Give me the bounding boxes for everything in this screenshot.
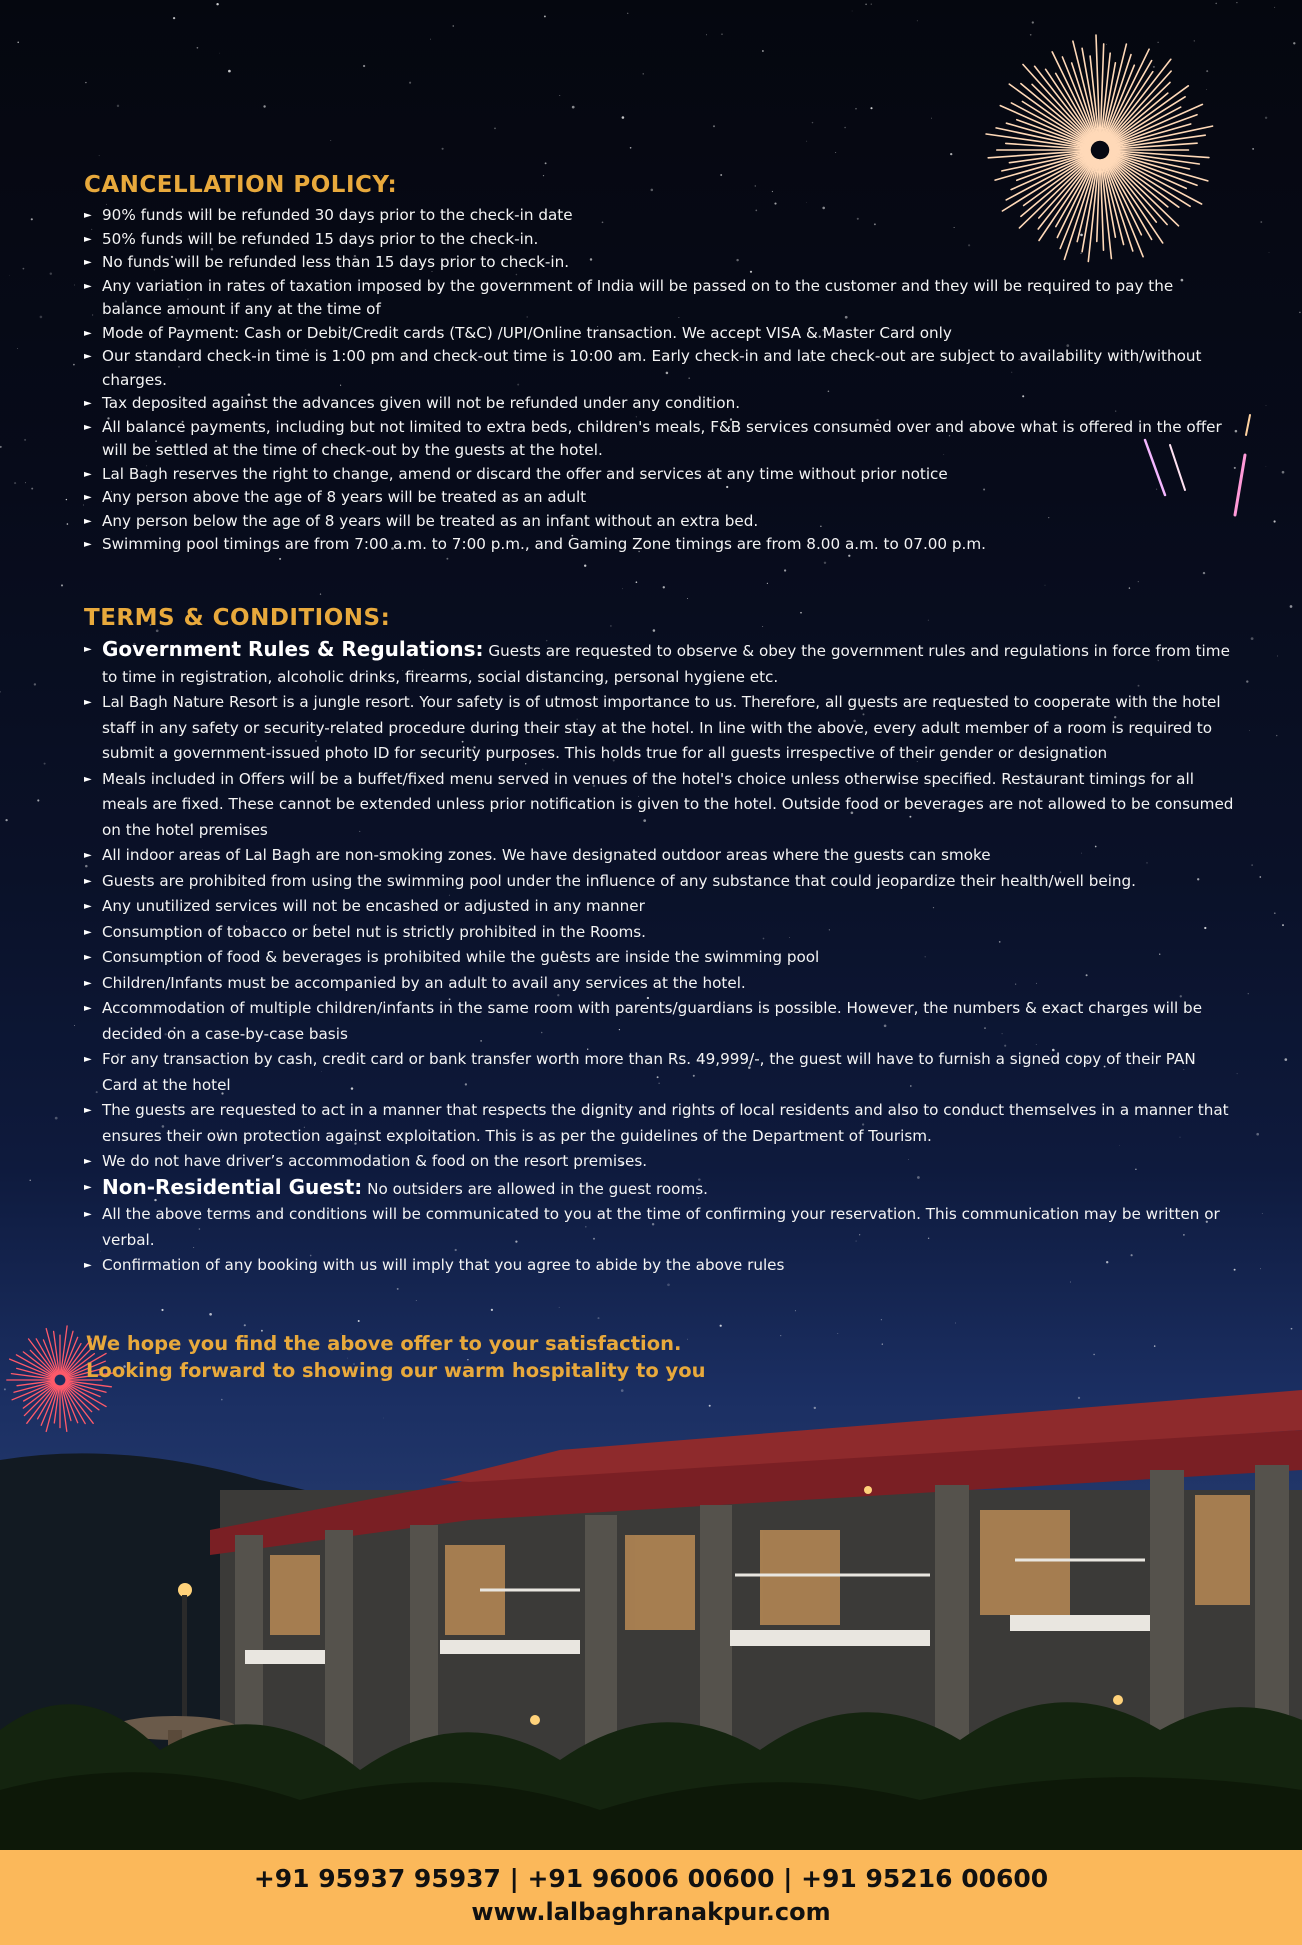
terms-conditions-heading: TERMS & CONDITIONS: bbox=[84, 605, 391, 631]
star bbox=[1266, 405, 1267, 406]
list-item: ► Meals included in Offers will be a buffet/fixed menu served in venues of the hotel's choice unless otherwise specified. Restaurant timings for all meals are fixed. These cannot be extended unless prior notification is given to the hotel. Outside food or beverages are not allowed to be consumed on the hotel premises bbox=[84, 767, 1234, 844]
star bbox=[687, 598, 688, 599]
star bbox=[40, 316, 43, 319]
star bbox=[17, 348, 18, 349]
star bbox=[330, 140, 331, 141]
bullet-icon: ► bbox=[84, 233, 92, 245]
star bbox=[17, 42, 19, 44]
star bbox=[34, 683, 36, 685]
star bbox=[1093, 1354, 1094, 1355]
bullet-icon: ► bbox=[84, 257, 92, 268]
list-item: ► Lal Bagh Nature Resort is a jungle resort. Your safety is of utmost importance to us. Therefore, all guests are requested to cooperate with the hotel staff in any safety or security-related procedure during their stay at the hotel. In line with the above, every adult member of a room is required to submit a government-issued photo ID for security purposes. This holds true for all guests irrespective of their gender or designation bbox=[84, 690, 1234, 767]
star bbox=[1251, 864, 1252, 865]
star bbox=[767, 583, 768, 584]
star bbox=[1045, 585, 1046, 586]
bullet-icon: ► bbox=[84, 952, 92, 963]
star bbox=[23, 268, 25, 270]
star bbox=[491, 1309, 493, 1311]
bullet-icon: ► bbox=[84, 644, 92, 655]
star bbox=[1251, 637, 1254, 640]
contact-footer bbox=[0, 1850, 1302, 1945]
star bbox=[397, 1288, 399, 1290]
star bbox=[409, 82, 411, 84]
star bbox=[1138, 581, 1139, 582]
lit-window bbox=[760, 1530, 840, 1625]
star bbox=[1249, 730, 1250, 731]
list-item: ► We do not have driver’s accommodation & food on the resort premises. bbox=[84, 1149, 1234, 1175]
star bbox=[99, 155, 100, 156]
list-item: ► Accommodation of multiple children/infants in the same room with parents/guardians is possible. However, the numbers & exact charges will be decided on a case-by-case basis bbox=[84, 996, 1234, 1047]
star bbox=[1236, 2, 1237, 3]
bullet-icon: ► bbox=[84, 875, 92, 887]
closing-line-1: We hope you find the above offer to your satisfaction. bbox=[86, 1332, 682, 1355]
star bbox=[720, 1325, 722, 1327]
star bbox=[1290, 605, 1293, 608]
star bbox=[9, 275, 10, 276]
balcony bbox=[730, 1630, 930, 1646]
star bbox=[950, 153, 952, 155]
star bbox=[1248, 993, 1249, 994]
bullet-icon: ► bbox=[84, 492, 92, 503]
list-item: ► Non-Residential Guest: No outsiders are allowed in the guest rooms. bbox=[84, 1174, 708, 1199]
star bbox=[5, 819, 7, 821]
lamp-light bbox=[530, 1715, 540, 1725]
government-rules-lead: Government Rules & Regulations: bbox=[102, 637, 484, 661]
list-item: ► Swimming pool timings are from 7:00 a.m. to 7:00 p.m., and Gaming Zone timings are from 8.00 a.m. to 07.00 p.m. bbox=[84, 533, 1234, 557]
star bbox=[31, 218, 33, 220]
star bbox=[1266, 466, 1267, 467]
list-item: ► Guests are prohibited from using the swimming pool under the influence of any substance that could jeopardize their health/well being. bbox=[84, 869, 1234, 895]
bullet-icon: ► bbox=[84, 1156, 92, 1167]
terms-conditions-section bbox=[84, 605, 1234, 1279]
list-item: ► Confirmation of any booking with us will imply that you agree to abide by the above rules bbox=[84, 1253, 1234, 1279]
list-item: ► Consumption of food & beverages is prohibited while the guests are inside the swimming pool bbox=[84, 945, 1234, 971]
star bbox=[1260, 221, 1262, 223]
star bbox=[559, 95, 560, 96]
star bbox=[844, 127, 846, 129]
star bbox=[572, 106, 575, 109]
star bbox=[161, 1309, 163, 1311]
list-item: ► Tax deposited against the advances given will not be refunded under any condition. bbox=[84, 392, 1234, 416]
star bbox=[852, 11, 853, 12]
list-item: ► No funds will be refunded less than 15 days prior to check-in. bbox=[84, 251, 1234, 275]
star bbox=[74, 285, 75, 286]
bullet-icon: ► bbox=[84, 977, 92, 989]
star bbox=[643, 73, 644, 74]
list-item: ► Lal Bagh reserves the right to change, amend or discard the offer and services at any time without prior notice bbox=[84, 463, 1234, 487]
star bbox=[1277, 656, 1278, 657]
star bbox=[806, 141, 807, 142]
star bbox=[1260, 1268, 1261, 1269]
star bbox=[1291, 1328, 1293, 1330]
bullet-icon: ► bbox=[84, 468, 92, 480]
star bbox=[713, 125, 715, 127]
list-item: ► Any person below the age of 8 years will be treated as an infant without an extra bed. bbox=[84, 510, 1234, 534]
lamp-light bbox=[178, 1583, 192, 1597]
lit-window bbox=[625, 1535, 695, 1630]
list-item: ► Any person above the age of 8 years will be treated as an adult bbox=[84, 486, 1234, 510]
star bbox=[762, 50, 764, 52]
star bbox=[1129, 587, 1130, 588]
star bbox=[882, 1343, 883, 1344]
star bbox=[627, 13, 628, 14]
bullet-icon: ► bbox=[84, 1181, 92, 1193]
star bbox=[663, 586, 665, 588]
star bbox=[66, 499, 67, 500]
star bbox=[358, 1320, 360, 1322]
star bbox=[1274, 520, 1276, 522]
bullet-icon: ► bbox=[84, 539, 92, 550]
list-item: ► 90% funds will be refunded 30 days prior to the check-in date bbox=[84, 204, 1234, 228]
star bbox=[1284, 1058, 1287, 1061]
list-item: ► The guests are requested to act in a manner that respects the dignity and rights of local residents and also to conduct themselves in a manner that ensures their own protection against exploitation. This is as per the guidelines of the Department of Tourism. bbox=[84, 1098, 1234, 1149]
list-item: ► All the above terms and conditions will be communicated to you at the time of confirming your reservation. This communication may be written or verbal. bbox=[84, 1202, 1234, 1253]
star bbox=[545, 162, 547, 164]
star bbox=[780, 1335, 781, 1336]
list-item: ► All indoor areas of Lal Bagh are non-smoking zones. We have designated outdoor areas where the guests can smoke bbox=[84, 843, 1234, 869]
star bbox=[446, 558, 448, 560]
star bbox=[597, 1317, 599, 1319]
star bbox=[1262, 1213, 1263, 1214]
star bbox=[855, 108, 857, 110]
list-item: ► For any transaction by cash, credit card or bank transfer worth more than Rs. 49,999/-, the guest will have to furnish a signed copy of their PAN Card at the hotel bbox=[84, 1047, 1234, 1098]
star bbox=[1274, 912, 1276, 914]
star bbox=[0, 691, 1, 693]
list-item: ► Children/Infants must be accompanied by an adult to avail any services at the hotel. bbox=[84, 971, 1234, 997]
star bbox=[1265, 117, 1267, 119]
star bbox=[1259, 876, 1261, 878]
star bbox=[1246, 680, 1248, 682]
star bbox=[1276, 735, 1277, 736]
star bbox=[416, 1300, 417, 1301]
list-item: ► All balance payments, including but not limited to extra beds, children's meals, F&B services consumed over and above what is offered in the offer will be settled at the time of check-out by the guests at the hotel. bbox=[84, 417, 1222, 459]
star bbox=[837, 1333, 838, 1334]
cancellation-policy-heading: CANCELLATION POLICY: bbox=[84, 172, 398, 198]
star bbox=[197, 47, 199, 49]
bullet-icon: ► bbox=[84, 850, 92, 861]
star bbox=[1274, 7, 1275, 8]
star bbox=[865, 3, 867, 5]
list-item: ► 50% funds will be refunded 15 days prior to the check-in. bbox=[84, 228, 1234, 252]
star bbox=[1299, 312, 1301, 314]
star bbox=[795, 1310, 796, 1311]
star bbox=[955, 1323, 956, 1324]
list-item: ► Mode of Payment: Cash or Debit/Credit cards (T&C) /UPI/Online transaction. We accept VISA & Master Card only bbox=[84, 322, 1234, 346]
star bbox=[219, 53, 220, 54]
star bbox=[559, 1307, 560, 1308]
star bbox=[584, 565, 586, 567]
list-item: ► Consumption of tobacco or betel nut is strictly prohibited in the Rooms. bbox=[84, 920, 1234, 946]
cancellation-policy-list bbox=[84, 204, 1234, 557]
star bbox=[1203, 572, 1205, 574]
bullet-icon: ► bbox=[84, 421, 92, 433]
website-link[interactable]: www.lalbaghranakpur.com bbox=[471, 1898, 831, 1926]
star bbox=[85, 82, 86, 83]
resort-night-illustration bbox=[0, 1370, 1302, 1850]
star bbox=[67, 523, 69, 525]
list-item: ► Our standard check-in time is 1:00 pm and check-out time is 10:00 am. Early check-in and late check-out are subject to availability with/without charges. bbox=[84, 347, 1202, 389]
list-item: ► Any unutilized services will not be encashed or adjusted in any manner bbox=[84, 894, 1234, 920]
star bbox=[73, 364, 75, 366]
star bbox=[55, 1117, 58, 1120]
bullet-icon: ► bbox=[84, 697, 92, 708]
closing-line-2: Looking forward to showing our warm hospitality to you bbox=[86, 1359, 706, 1382]
non-residential-guest-lead: Non-Residential Guest: bbox=[102, 1174, 363, 1199]
list-item: ► Any variation in rates of taxation imposed by the government of India will be passed on to the customer and they will be required to pay the balance amount if any at the time of bbox=[84, 276, 1174, 318]
star bbox=[1070, 1282, 1071, 1283]
bullet-icon: ► bbox=[84, 1003, 92, 1014]
star bbox=[667, 1283, 670, 1286]
lit-window bbox=[270, 1555, 320, 1635]
star bbox=[363, 65, 365, 67]
star bbox=[216, 3, 218, 5]
stone-column bbox=[325, 1530, 353, 1785]
star bbox=[430, 39, 431, 40]
balcony bbox=[245, 1650, 325, 1664]
star bbox=[1282, 924, 1284, 926]
bullet-icon: ► bbox=[84, 210, 92, 221]
star bbox=[784, 569, 786, 571]
lit-window bbox=[1195, 1495, 1250, 1605]
bullet-icon: ► bbox=[84, 398, 92, 409]
star bbox=[0, 446, 2, 448]
star bbox=[1237, 1073, 1238, 1074]
star bbox=[706, 34, 707, 35]
star bbox=[1032, 21, 1034, 23]
lamp-light bbox=[864, 1486, 872, 1494]
star bbox=[44, 763, 46, 765]
star bbox=[870, 107, 872, 109]
lit-window bbox=[980, 1510, 1070, 1615]
bullet-icon: ► bbox=[84, 327, 92, 339]
star bbox=[279, 558, 281, 560]
star bbox=[1252, 148, 1254, 150]
bullet-icon: ► bbox=[84, 1260, 92, 1271]
star bbox=[30, 1180, 31, 1181]
star bbox=[173, 17, 175, 19]
star bbox=[630, 147, 632, 149]
star bbox=[61, 584, 63, 586]
star bbox=[117, 105, 119, 107]
star bbox=[14, 482, 16, 484]
bullet-icon: ► bbox=[84, 1105, 92, 1116]
bullet-icon: ► bbox=[84, 1054, 92, 1065]
star bbox=[881, 1319, 882, 1320]
star bbox=[244, 1324, 246, 1326]
star bbox=[824, 562, 826, 564]
bullet-icon: ► bbox=[84, 926, 92, 938]
bullet-icon: ► bbox=[84, 1209, 92, 1220]
star bbox=[544, 15, 546, 17]
bullet-icon: ► bbox=[84, 773, 92, 785]
star bbox=[25, 482, 26, 483]
star bbox=[835, 152, 836, 153]
star bbox=[721, 34, 722, 35]
star bbox=[453, 25, 454, 26]
star bbox=[494, 128, 496, 130]
bullet-icon: ► bbox=[84, 901, 92, 912]
star bbox=[228, 70, 231, 73]
star bbox=[74, 1025, 75, 1026]
star bbox=[1154, 1345, 1155, 1346]
star bbox=[636, 581, 638, 583]
star bbox=[1293, 42, 1295, 44]
list-item: ► Government Rules & Regulations: Guests are requested to observe & obey the government rules and regulations in force from time to time in registration, alcoholic drinks, firearms, social distancing, personal hygiene etc. bbox=[84, 637, 1230, 686]
star bbox=[622, 588, 623, 589]
bullet-icon: ► bbox=[84, 280, 92, 292]
star bbox=[931, 118, 932, 119]
star bbox=[442, 148, 444, 150]
star bbox=[24, 439, 26, 441]
star bbox=[1269, 252, 1270, 253]
cancellation-policy-section bbox=[84, 172, 1234, 557]
phone-numbers[interactable]: +91 95937 95937 | +91 96006 00600 | +91 95216 00600 bbox=[253, 1864, 1049, 1893]
star bbox=[37, 799, 39, 801]
star bbox=[871, 4, 872, 5]
star bbox=[622, 116, 625, 119]
star bbox=[320, 593, 321, 594]
star bbox=[1215, 3, 1217, 5]
star bbox=[31, 488, 33, 490]
star bbox=[917, 20, 918, 21]
balcony bbox=[1010, 1615, 1150, 1631]
star bbox=[1282, 471, 1285, 474]
terms-conditions-list bbox=[84, 637, 1234, 1279]
star bbox=[50, 272, 52, 274]
star bbox=[812, 122, 813, 123]
bullet-icon: ► bbox=[84, 351, 92, 362]
bullet-icon: ► bbox=[84, 515, 92, 527]
balcony bbox=[440, 1640, 580, 1654]
lamp-light bbox=[1113, 1695, 1123, 1705]
star bbox=[1256, 1133, 1259, 1136]
star bbox=[263, 105, 265, 107]
star bbox=[209, 1313, 212, 1316]
